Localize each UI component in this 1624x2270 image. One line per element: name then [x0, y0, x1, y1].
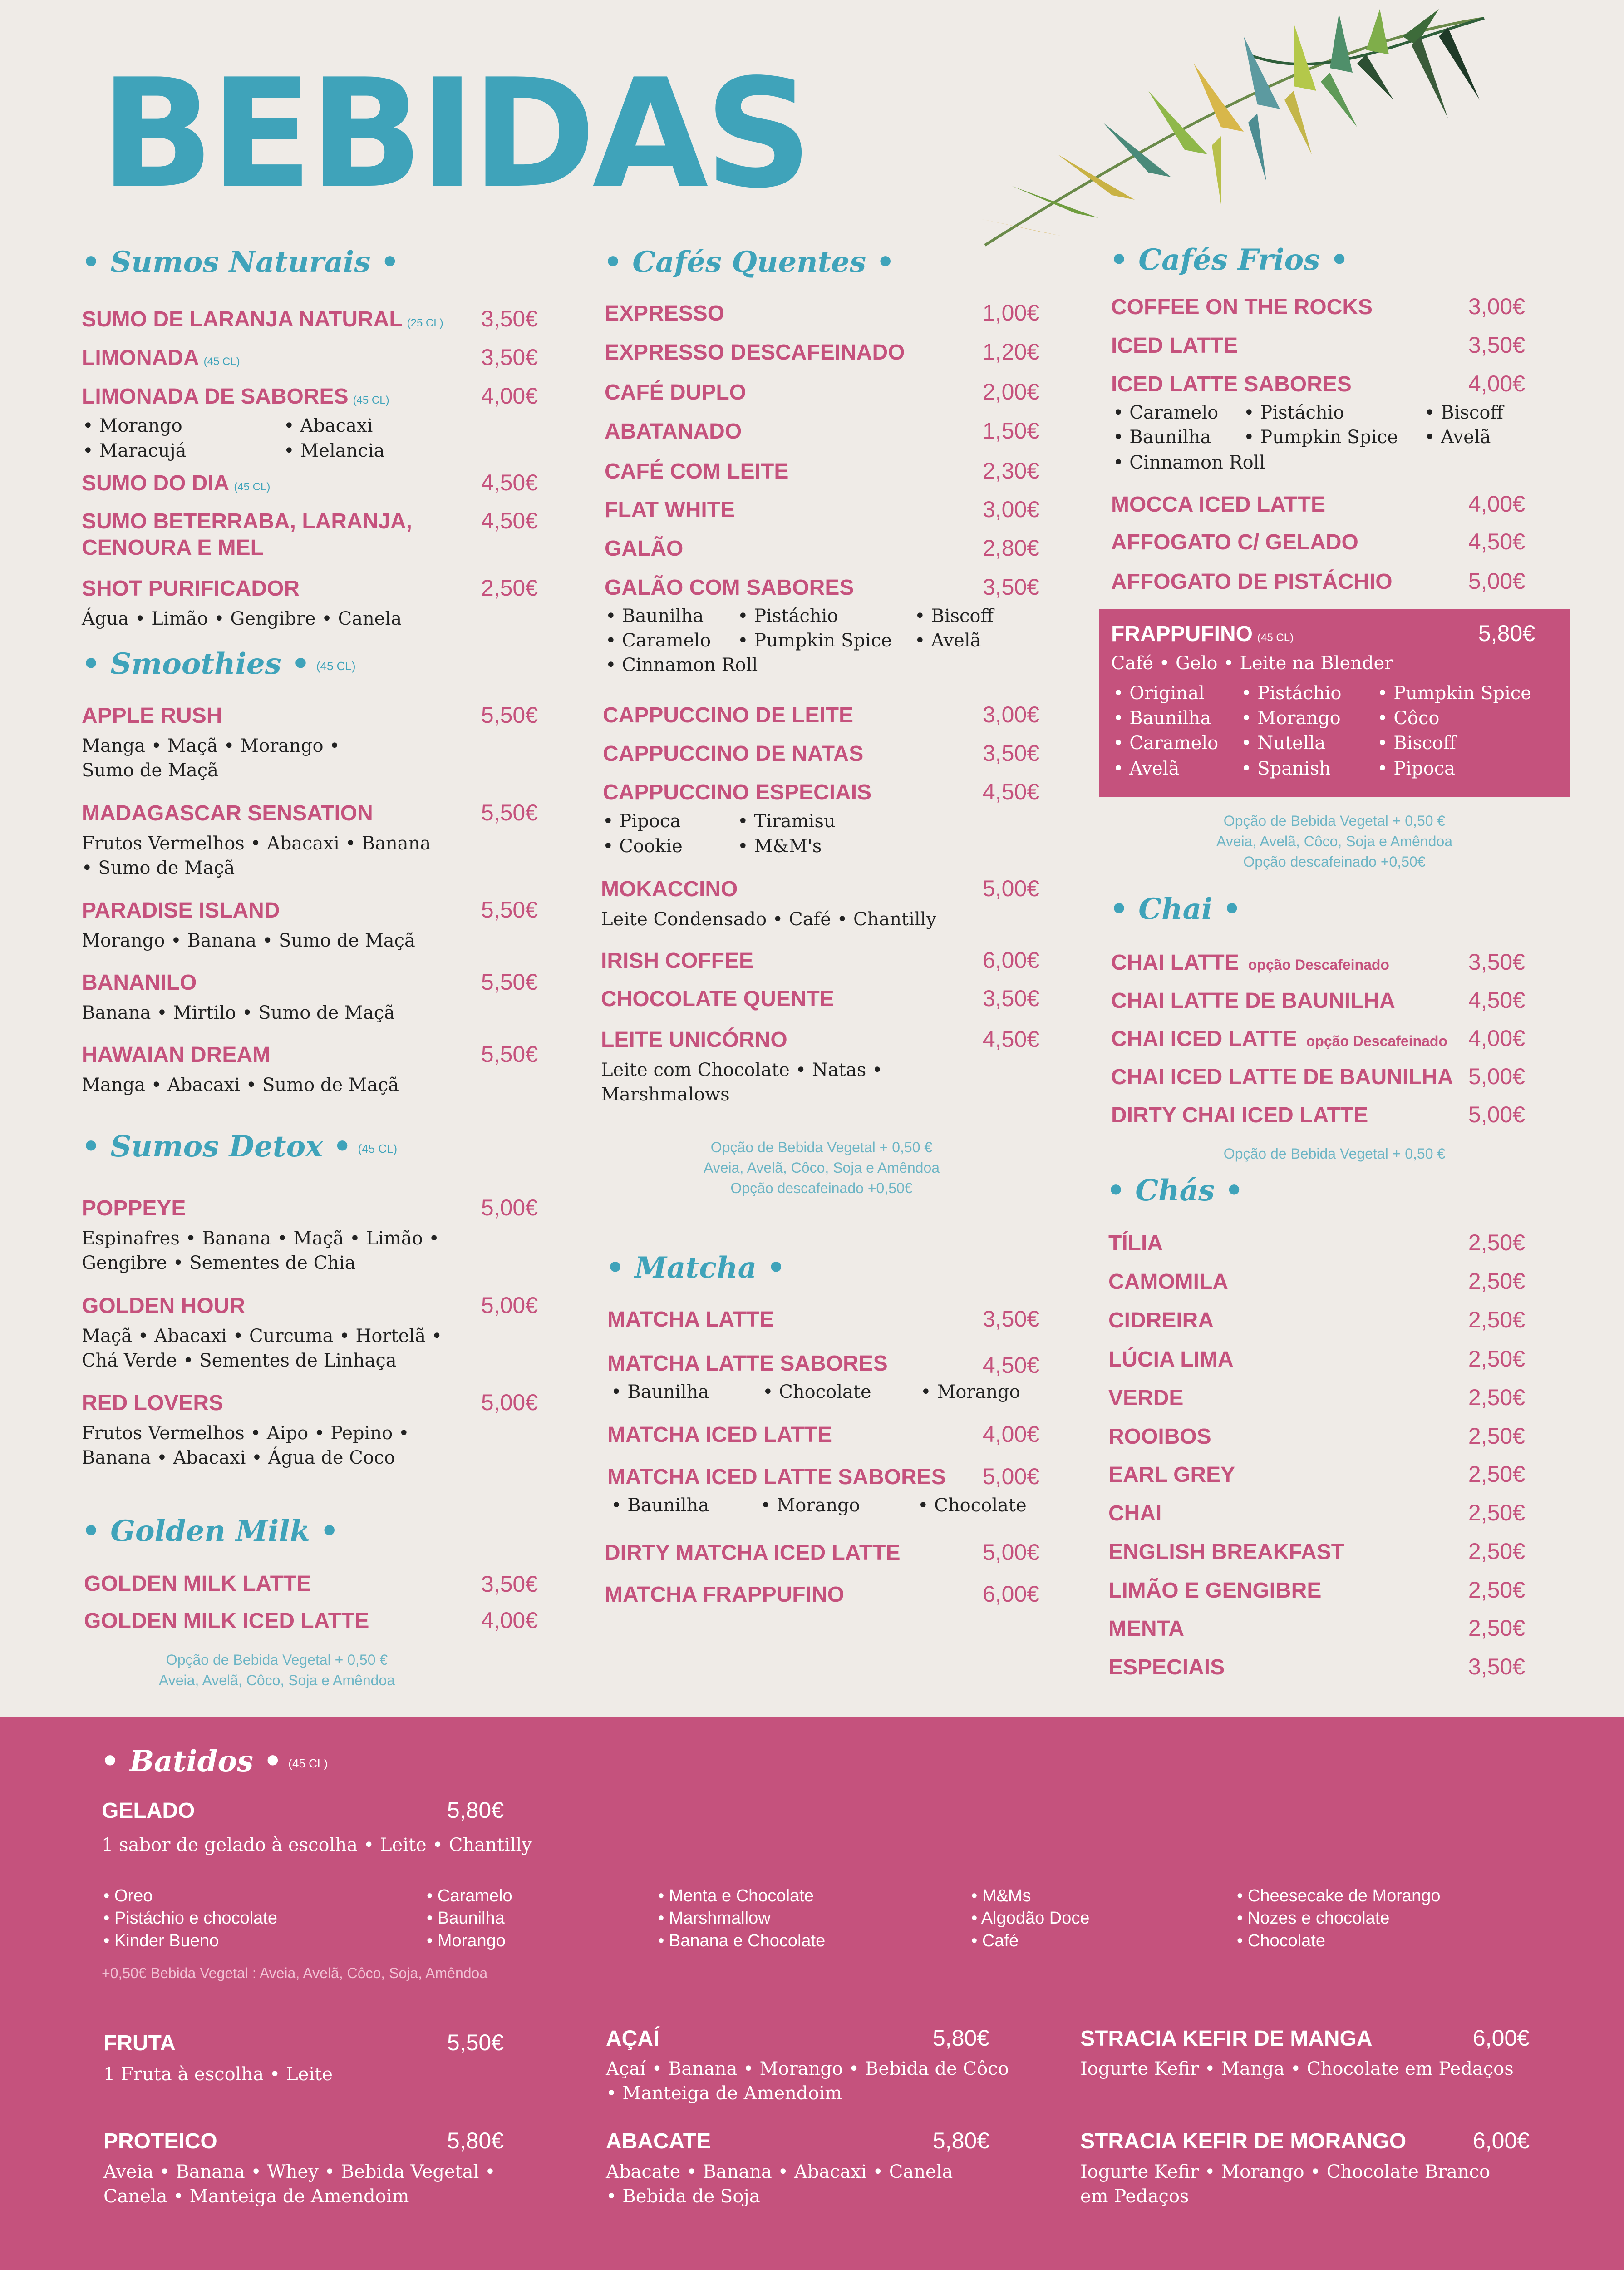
item-description: Maçã • Abacaxi • Curcuma • Hortelã • Chá Verde • Sementes de Linhaça [82, 1326, 443, 1371]
item-price: 5,00€ [1468, 1102, 1525, 1127]
menu-item-abatanado: ABATANADO [605, 419, 742, 444]
item-price: 1,00€ [982, 300, 1039, 326]
item-price: 5,80€ [932, 2025, 989, 2051]
item-description: 1 sabor de gelado à escolha • Leite • Chantilly [102, 1835, 532, 1855]
batidos-section [0, 1717, 1624, 2270]
item-price: 6,00€ [982, 1581, 1039, 1607]
item-price: 5,80€ [447, 2128, 504, 2153]
menu-item-kefir-morango: STRACIA KEFIR DE MORANGO [1080, 2129, 1407, 2153]
flavor: • Melancia [284, 440, 385, 461]
frappufino-box [1099, 609, 1570, 797]
flavor: • Biscoff [915, 606, 994, 627]
item-description: Abacate • Banana • Abacaxi • Canela • Bebida de Soja [606, 2161, 953, 2207]
item-description: Banana • Mirtilo • Sumo de Maçã [82, 1002, 395, 1023]
item-price: 3,00€ [982, 497, 1039, 522]
flavor: • Biscoff [1424, 402, 1503, 423]
item-price: 4,00€ [1468, 491, 1525, 517]
item-price: 4,50€ [982, 1352, 1039, 1378]
flavor: • Pumpkin Spice [738, 630, 892, 651]
menu-item-dirty-matcha: DIRTY MATCHA ICED LATTE [605, 1541, 901, 1565]
item-price: 4,00€ [481, 1608, 538, 1633]
menu-item-affogato-pistachio: AFFOGATO DE PISTÁCHIO [1111, 570, 1393, 594]
section-title-matcha: • Matcha • [606, 1251, 786, 1285]
section-title-batidos: • Batidos • (45 CL) [101, 1744, 328, 1778]
item-price: 6,00€ [982, 947, 1039, 973]
menu-item-limao-gengibre: LIMÃO E GENGIBRE [1108, 1579, 1322, 1603]
item-price: 3,50€ [982, 986, 1039, 1011]
item-price: 1,50€ [982, 418, 1039, 444]
flavor: • Cinnamon Roll [1113, 452, 1265, 473]
item-price: 3,50€ [1468, 332, 1525, 358]
flavor: • Pistáchio [1244, 402, 1344, 423]
menu-item-affogato-gelado: AFFOGATO C/ GELADO [1111, 530, 1358, 554]
item-price: 3,50€ [481, 306, 538, 331]
section-title-sumos-detox: • Sumos Detox • (45 CL) [82, 1130, 398, 1164]
item-price: 5,00€ [481, 1390, 538, 1415]
item-description: Manga • Abacaxi • Sumo de Maçã [82, 1075, 399, 1096]
menu-item-hawaian-dream: HAWAIAN DREAM [82, 1043, 271, 1067]
section-title-golden-milk: • Golden Milk • [82, 1514, 339, 1548]
menu-item-acai: AÇAÍ [606, 2027, 659, 2051]
menu-item-chai-latte [1111, 950, 1389, 976]
section-title-cafes-quentes: • Cafés Quentes • [604, 245, 895, 279]
item-price: 4,00€ [1468, 371, 1525, 396]
item-name: FRAPPUFINO [1111, 622, 1253, 646]
flavor: • Nutella [1241, 733, 1326, 754]
menu-item-earl-grey: EARL GREY [1108, 1463, 1235, 1487]
menu-item-flat-white: FLAT WHITE [605, 498, 735, 522]
flavor: • Avelã [1113, 758, 1180, 779]
menu-item-tilia: TÍLIA [1108, 1231, 1163, 1255]
item-price: 3,00€ [1468, 294, 1525, 319]
section-title-sumos-naturais: • Sumos Naturais • [82, 245, 399, 279]
item-price: 2,50€ [1468, 1539, 1525, 1564]
menu-item-matcha-latte: MATCHA LATTE [607, 1308, 774, 1332]
flavor: • Spanish [1241, 758, 1331, 779]
menu-item-cafe-duplo: CAFÉ DUPLO [605, 380, 746, 405]
menu-item-irish-coffee: IRISH COFFEE [601, 949, 754, 973]
flavor: • Pipoca [603, 811, 681, 832]
item-price: 5,00€ [982, 1540, 1039, 1565]
flavor: • Morango [1241, 708, 1341, 729]
item-price: 2,50€ [1468, 1461, 1525, 1487]
item-price: 2,50€ [1468, 1230, 1525, 1255]
menu-item-rooibos: ROOIBOS [1108, 1425, 1211, 1449]
item-price: 5,80€ [1478, 621, 1535, 646]
item-description: Açaí • Banana • Morango • Bebida de Côco • Manteiga de Amendoim [606, 2058, 1009, 2104]
menu-item-coffee-rocks: COFFEE ON THE ROCKS [1111, 295, 1373, 319]
menu-item-expresso-descafeinado: EXPRESSO DESCAFEINADO [605, 340, 905, 365]
flavor: • Abacaxi [284, 415, 373, 436]
item-name: CHAI LATTE [1111, 951, 1239, 975]
flavor: • Pumpkin Spice [1377, 683, 1531, 704]
menu-item-sumo-dia [82, 470, 270, 497]
item-price: 5,00€ [481, 1195, 538, 1220]
menu-item-limonada-sabores [82, 384, 389, 410]
menu-item-shot-purificador: SHOT PURIFICADOR [82, 577, 300, 601]
item-description: Manga • Maçã • Morango • Sumo de Maçã [82, 735, 340, 781]
section-title-cafes-frios: • Cafés Frios • [1110, 243, 1349, 277]
menu-item-red-lovers: RED LOVERS [82, 1391, 224, 1415]
item-price: 4,00€ [481, 383, 538, 409]
item-price: 5,00€ [1468, 568, 1525, 594]
item-name: LIMONADA DE SABORES [82, 385, 349, 409]
menu-item-matcha-frappufino: MATCHA FRAPPUFINO [605, 1583, 844, 1607]
item-price: 6,00€ [1472, 2025, 1530, 2051]
flavor: • Avelã [915, 630, 981, 651]
menu-item-cappuccino-especiais: CAPPUCCINO ESPECIAIS [603, 780, 872, 804]
flavor: • Chocolate [918, 1495, 1027, 1516]
item-price: 5,50€ [481, 702, 538, 728]
item-price: 3,50€ [481, 1571, 538, 1597]
item-price: 3,50€ [982, 574, 1039, 600]
item-price: 2,50€ [1468, 1577, 1525, 1603]
item-price: 6,00€ [1472, 2128, 1530, 2153]
item-name: SUMO DE LARANJA NATURAL [82, 307, 403, 331]
menu-item-matcha-iced-latte: MATCHA ICED LATTE [607, 1423, 832, 1447]
item-price: 2,50€ [1468, 1268, 1525, 1294]
item-name: SUMO BETERRABA, LARANJA, [82, 509, 413, 533]
section-size: (45 CL) [288, 1757, 328, 1770]
menu-item-english-breakfast: ENGLISH BREAKFAST [1108, 1540, 1345, 1564]
section-title-chas: • Chás • [1107, 1174, 1244, 1208]
flavor: • Maracujá [83, 440, 187, 461]
plant-milk-note: Opção de Bebida Vegetal + 0,50 € Aveia, Avelã, Côco, Soja e Amêndoa Opção descafeinado +0,50€ [703, 1139, 940, 1196]
menu-item-expresso: EXPRESSO [605, 301, 725, 326]
flavor: • Baunilha [1113, 427, 1211, 448]
menu-item-sumo-laranja [82, 306, 443, 333]
menu-item-iced-latte: ICED LATTE [1111, 334, 1238, 358]
menu-item-limonada [82, 345, 240, 371]
item-price: 2,50€ [1468, 1346, 1525, 1372]
item-description: Leite Condensado • Café • Chantilly [601, 909, 937, 930]
menu-item-cafe-com-leite: CAFÉ COM LEITE [605, 459, 789, 484]
item-size: (45 CL) [234, 481, 271, 493]
flavor: • Morango [920, 1382, 1020, 1402]
menu-item-sumo-beterraba [82, 508, 412, 561]
section-title-smoothies: • Smoothies • (45 CL) [82, 647, 356, 681]
menu-item-dirty-chai: DIRTY CHAI ICED LATTE [1111, 1103, 1368, 1127]
item-description: Frutos Vermelhos • Abacaxi • Banana • Sumo de Maçã [82, 833, 431, 878]
item-description: Leite com Chocolate • Natas • Marshmalows [601, 1060, 883, 1105]
flavor: • Baunilha [611, 1382, 709, 1402]
section-title-chai: • Chai • [1110, 892, 1241, 926]
menu-item-kefir-manga: STRACIA KEFIR DE MANGA [1080, 2027, 1373, 2051]
flavor: • Caramelo [1113, 733, 1219, 754]
item-description: Café • Gelo • Leite na Blender [1111, 653, 1393, 674]
flavor: • Avelã [1424, 427, 1491, 448]
item-price: 5,50€ [481, 969, 538, 995]
menu-item-mocca-iced-latte: MOCCA ICED LATTE [1111, 493, 1325, 517]
item-price: 2,50€ [1468, 1500, 1525, 1525]
section-size: (45 CL) [316, 659, 356, 673]
item-price: 4,00€ [1468, 1026, 1525, 1051]
item-name-line2: CENOURA E MEL [82, 535, 264, 560]
item-price: 2,00€ [982, 379, 1039, 405]
flavor: • Pipoca [1377, 758, 1455, 779]
item-price: 3,50€ [1468, 1654, 1525, 1679]
item-description: Frutos Vermelhos • Aipo • Pepino • Banana • Abacaxi • Água de Coco [82, 1423, 409, 1468]
flavor: • Caramelo [1113, 402, 1219, 423]
flavor-column: • Caramelo • Baunilha • Morango [427, 1886, 512, 1950]
item-price: 5,80€ [932, 2128, 989, 2153]
menu-item-poppeye: POPPEYE [82, 1196, 186, 1220]
item-price: 4,00€ [982, 1421, 1039, 1447]
item-name: SUMO DO DIA [82, 471, 230, 495]
item-price: 4,50€ [1468, 529, 1525, 554]
menu-item-cappuccino-natas: CAPPUCCINO DE NATAS [603, 742, 864, 766]
item-price: 5,50€ [481, 800, 538, 825]
plant-milk-note: +0,50€ Bebida Vegetal : Aveia, Avelã, Côco, Soja, Amêndoa [102, 1965, 488, 1981]
flavor: • M&M's [738, 836, 822, 857]
item-price: 4,50€ [481, 508, 538, 533]
menu-item-frappufino [1111, 621, 1294, 647]
item-size: (45 CL) [353, 394, 389, 406]
menu-item-verde: VERDE [1108, 1386, 1184, 1410]
item-price: 1,20€ [982, 339, 1039, 365]
menu-item-cappuccino-leite: CAPPUCCINO DE LEITE [603, 703, 854, 727]
item-price: 4,50€ [982, 1026, 1039, 1052]
menu-item-chai-iced-latte-baunilha: CHAI ICED LATTE DE BAUNILHA [1111, 1065, 1453, 1089]
flavor-column: • M&Ms • Algodão Doce • Café [971, 1886, 1090, 1950]
page-title: BEBIDAS [100, 47, 809, 221]
decaf-option: opção Descafeinado [1306, 1033, 1447, 1049]
flavor: • Morango [83, 415, 182, 436]
item-description: Água • Limão • Gengibre • Canela [82, 608, 402, 629]
item-price: 4,50€ [481, 470, 538, 495]
item-price: 3,50€ [481, 345, 538, 370]
item-price: 5,50€ [481, 897, 538, 923]
item-description: Iogurte Kefir • Morango • Chocolate Branco em Pedaços [1080, 2161, 1491, 2207]
menu-item-golden-milk-latte: GOLDEN MILK LATTE [84, 1572, 311, 1596]
item-price: 4,50€ [1468, 987, 1525, 1013]
item-price: 2,50€ [1468, 1307, 1525, 1332]
item-size: (45 CL) [1257, 632, 1294, 644]
flavor: • Côco [1377, 708, 1440, 729]
item-price: 5,50€ [481, 1041, 538, 1067]
item-price: 3,50€ [982, 1306, 1039, 1332]
menu-item-madagascar: MADAGASCAR SENSATION [82, 801, 373, 825]
menu-item-iced-latte-sabores: ICED LATTE SABORES [1111, 372, 1352, 396]
menu-item-chai-tea: CHAI [1108, 1501, 1162, 1525]
flavor: • Pistáchio [1241, 683, 1342, 704]
item-price: 5,00€ [982, 876, 1039, 901]
menu-item-camomila: CAMOMILA [1108, 1270, 1228, 1294]
item-name: LIMONADA [82, 346, 199, 370]
menu-item-chai-latte-baunilha: CHAI LATTE DE BAUNILHA [1111, 989, 1395, 1013]
item-name: CHAI ICED LATTE [1111, 1027, 1297, 1051]
decaf-option: opção Descafeinado [1248, 957, 1389, 973]
flavor: • Baunilha [611, 1495, 709, 1516]
item-price: 2,30€ [982, 458, 1039, 484]
item-price: 5,00€ [481, 1293, 538, 1318]
item-size: (25 CL) [407, 317, 443, 329]
section-size: (45 CL) [358, 1142, 398, 1155]
item-price: 3,50€ [1468, 949, 1525, 975]
flavor: • Caramelo [605, 630, 711, 651]
menu-item-golden-hour: GOLDEN HOUR [82, 1294, 245, 1318]
flavor: • Chocolate [763, 1382, 871, 1402]
flavor: • Baunilha [1113, 708, 1211, 729]
item-price: 5,00€ [1468, 1064, 1525, 1089]
menu-item-chai-iced-latte [1111, 1026, 1447, 1052]
item-description: Morango • Banana • Sumo de Maçã [82, 930, 415, 951]
menu-item-chocolate-quente: CHOCOLATE QUENTE [601, 987, 834, 1011]
menu-item-mokaccino: MOKACCINO [601, 877, 738, 901]
plant-milk-note: Opção de Bebida Vegetal + 0,50 € Aveia, Avelã, Côco, Soja e Amêndoa Opção descafeinado +0,50€ [1216, 813, 1453, 870]
flavor: • Morango [760, 1495, 860, 1516]
menu-item-galao: GALÃO [605, 537, 684, 561]
item-price: 2,80€ [982, 535, 1039, 561]
menu-item-cidreira: CIDREIRA [1108, 1308, 1214, 1332]
flavor: • Pumpkin Spice [1244, 427, 1398, 448]
item-price: 2,50€ [481, 575, 538, 601]
menu-item-proteico: PROTEICO [103, 2129, 217, 2153]
item-price: 5,80€ [447, 1797, 504, 1823]
item-price: 3,50€ [982, 740, 1039, 766]
menu-item-especiais: ESPECIAIS [1108, 1655, 1225, 1679]
flavor: • Baunilha [605, 606, 704, 627]
item-description: 1 Fruta à escolha • Leite [103, 2064, 333, 2085]
item-description: Espinafres • Banana • Maçã • Limão • Gengibre • Sementes de Chia [82, 1228, 439, 1273]
flavor-column: • Oreo • Pistáchio e chocolate • Kinder Bueno [103, 1886, 277, 1950]
item-price: 4,50€ [982, 779, 1039, 804]
menu-item-matcha-latte-sabores: MATCHA LATTE SABORES [607, 1352, 888, 1376]
item-size: (45 CL) [203, 355, 240, 368]
flavor: • Tiramisu [738, 811, 836, 832]
menu-item-fruta: FRUTA [103, 2031, 176, 2055]
menu-item-leite-unicorno: LEITE UNICÓRNO [601, 1028, 787, 1052]
flavor: • Cinnamon Roll [605, 655, 758, 676]
palm-leaf-illustration [958, 9, 1489, 254]
item-price: 2,50€ [1468, 1423, 1525, 1449]
item-price: 3,00€ [982, 702, 1039, 727]
menu-item-lucia-lima: LÚCIA LIMA [1108, 1347, 1234, 1372]
flavor-column: • Menta e Chocolate • Marshmallow • Banana e Chocolate [658, 1886, 826, 1950]
flavor: • Biscoff [1377, 733, 1456, 754]
item-price: 5,00€ [982, 1464, 1039, 1489]
menu-item-abacate: ABACATE [606, 2129, 711, 2153]
flavor: • Pistáchio [738, 606, 838, 627]
menu-item-golden-milk-iced-latte: GOLDEN MILK ICED LATTE [84, 1609, 369, 1633]
flavor-column: • Cheesecake de Morango • Nozes e chocolate • Chocolate [1237, 1886, 1441, 1950]
item-description: Aveia • Banana • Whey • Bebida Vegetal • Canela • Manteiga de Amendoim [103, 2161, 496, 2207]
flavor: • Cookie [603, 836, 683, 857]
item-price: 2,50€ [1468, 1385, 1525, 1410]
item-price: 5,50€ [447, 2030, 504, 2055]
item-price: 2,50€ [1468, 1615, 1525, 1641]
menu-item-bananilo: BANANILO [82, 971, 197, 995]
menu-item-matcha-iced-latte-sabores: MATCHA ICED LATTE SABORES [607, 1465, 946, 1489]
menu-item-paradise-island: PARADISE ISLAND [82, 898, 280, 923]
menu-item-gelado: GELADO [102, 1799, 195, 1823]
plant-milk-note: Opção de Bebida Vegetal + 0,50 € Aveia, Avelã, Côco, Soja e Amêndoa [158, 1652, 395, 1688]
flavor: • Original [1113, 683, 1205, 704]
menu-item-menta: MENTA [1108, 1617, 1185, 1641]
plant-milk-note: Opção de Bebida Vegetal + 0,50 € [1223, 1145, 1446, 1162]
menu-item-apple-rush: APPLE RUSH [82, 704, 222, 728]
menu-item-galao-com-sabores: GALÃO COM SABORES [605, 576, 854, 600]
item-description: Iogurte Kefir • Manga • Chocolate em Pedaços [1080, 2058, 1514, 2079]
